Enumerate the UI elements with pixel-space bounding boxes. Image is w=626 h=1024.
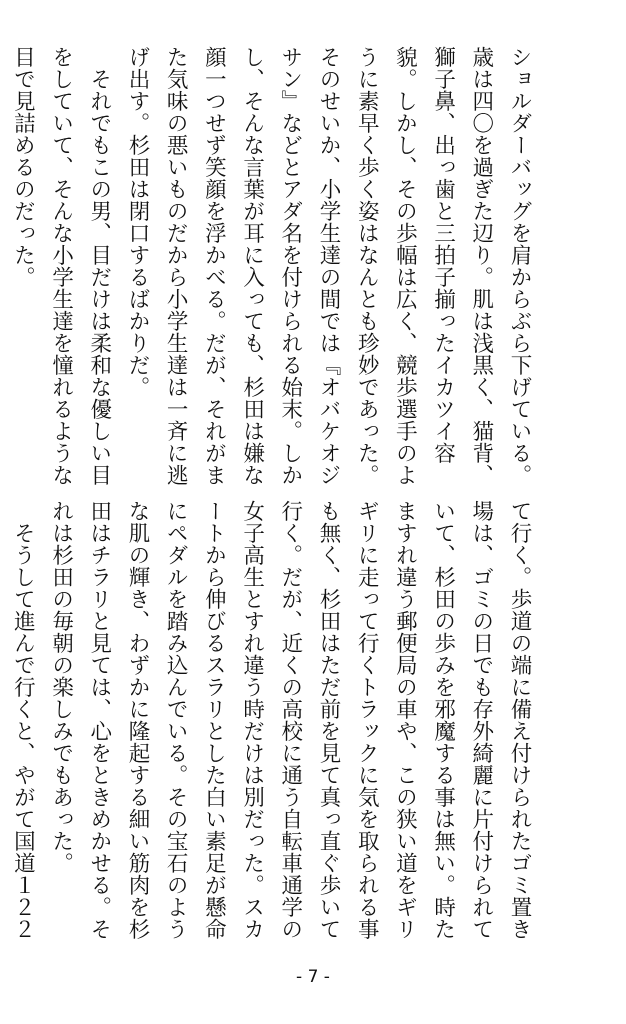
paragraph: ショルダーバッグを肩からぶら下げている。歳は四〇を過ぎた辺り。肌は浅黒く、猫背、獅子鼻、出っ歯と三拍子揃ったイカツイ容貌。しかし、その歩幅は広く、競歩選手のように素早く歩く姿はなんとも珍妙であった。そのせいか、小学生達の間では『オバケオジサン』などとアダ名を付けられる始末。しかし、そんな言葉が耳に入っても、杉田は嫌な顔一つせず笑顔を浮かべる。だが、それがまた気味の悪いものだから小学生達は一斉に逃げ出す。杉田は閉口するばかりだ。 [124,46,532,486]
paragraph: て行く。歩道の端に備え付けられたゴミ置き場は、ゴミの日でも存外綺麗に片付けられていて、杉田の歩みを邪魔する事は無い。時たますれ違う郵便局の車や、この狭い道をギリギリに走って行くトラックに気を取られる事も無く、杉田はただ前を見て真っ直ぐ歩いて行く。だが、近くの高校に通う自転車通学の女子高生とすれ違う時だけは別だった。スカートから伸びるスラリとした白い素足が懸命にペダルを踏み込んでいる。その宝石のような肌の輝き、わずかに隆起する細い筋肉を杉田はチラリと見ては、心をときめかせる。それは杉田の毎朝の楽しみでもあった。 [48,500,532,940]
page-number: - 7 - [296,967,330,987]
lower-text-block [10,500,538,942]
paragraph: そうして進んで行くと、やがて国道１２２ [10,522,36,940]
upper-text-block [10,46,538,488]
paragraph [0,46,3,488]
paragraph: それでもこの男、目だけは柔和な優しい目をしていて、そんな小学生達を憧れるような目で見詰めるのだった。 [10,46,112,486]
